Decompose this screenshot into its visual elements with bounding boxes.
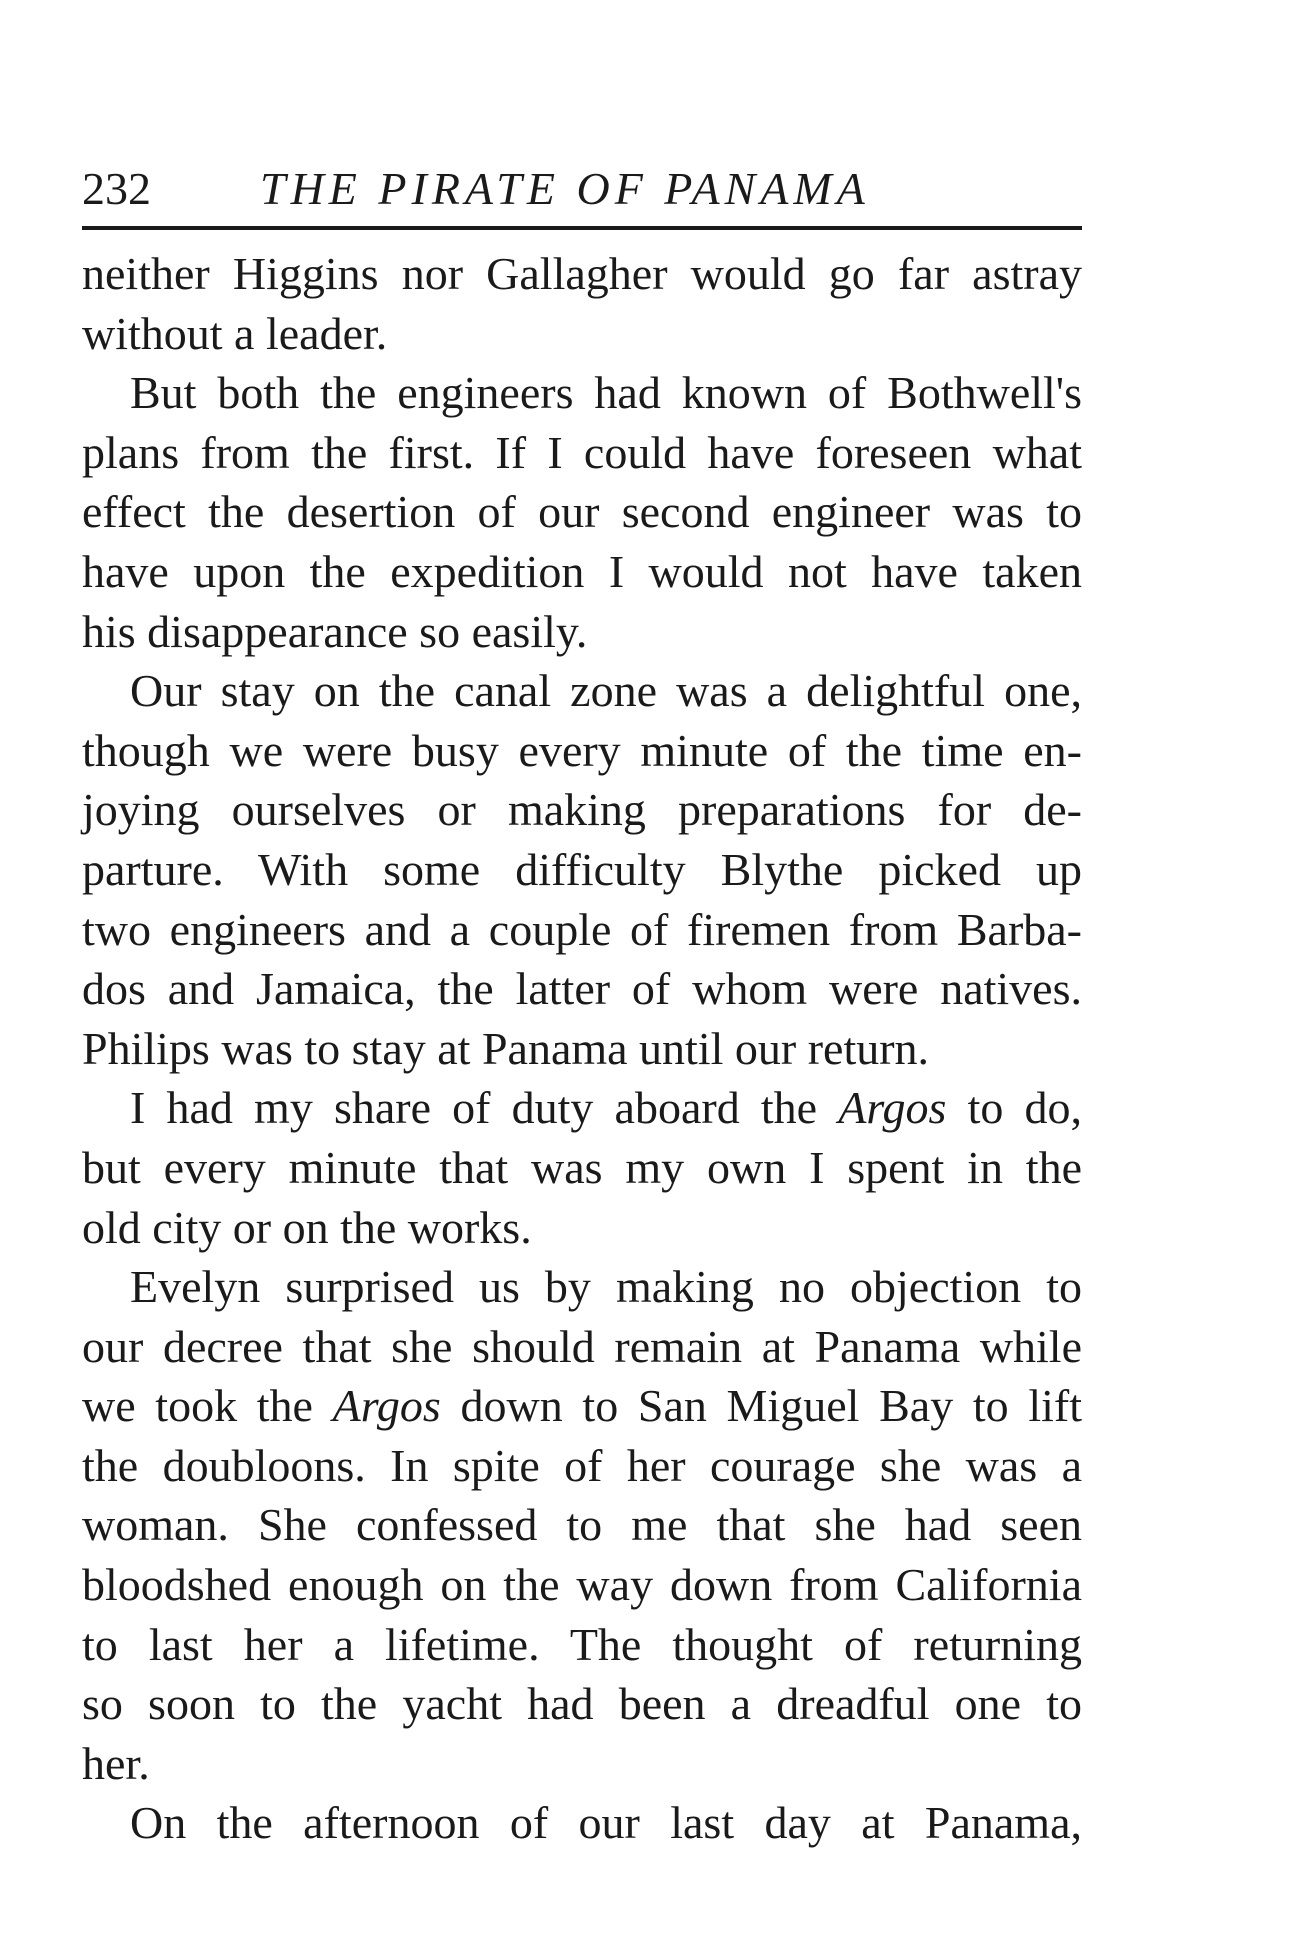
text-line: so soon to the yacht had been a dreadful one to: [82, 1678, 1082, 1730]
text-run: to do,: [946, 1082, 1082, 1134]
ship-name: Argos: [838, 1082, 947, 1134]
text-line: the doubloons. In spite of her courage she was a: [82, 1439, 1082, 1491]
page-number: 232: [82, 163, 151, 214]
text-line: two engineers and a couple of firemen from Barba-: [82, 903, 1082, 955]
paragraph-first-line: But both the engineers had known of Bothwell's: [130, 367, 1082, 419]
text-line: our decree that she should remain at Panama while: [82, 1320, 1082, 1372]
text-line: old city or on the works.: [82, 1201, 532, 1253]
text-line: plans from the first. If I could have foreseen what: [82, 426, 1082, 478]
running-title: THE PIRATE OF PANAMA: [260, 163, 870, 214]
text-line: [82, 1376, 1082, 1436]
text-line: her.: [82, 1737, 150, 1789]
text-line: effect the desertion of our second engineer was to: [82, 486, 1082, 538]
text-line: but every minute that was my own I spent in the: [82, 1141, 1082, 1193]
text-run: I had my share of duty aboard the: [130, 1082, 839, 1134]
text-line: neither Higgins nor Gallagher would go far astray: [82, 248, 1082, 299]
paragraph-first-line: On the afternoon of our last day at Panama,: [130, 1797, 1082, 1849]
text-line: without a leader.: [82, 307, 388, 359]
text-line: have upon the expedition I would not have taken: [82, 545, 1082, 597]
text-line: to last her a lifetime. The thought of returning: [82, 1618, 1082, 1670]
text-line: joying ourselves or making preparations for de-: [82, 784, 1082, 836]
text-line: woman. She confessed to me that she had seen: [82, 1499, 1082, 1551]
text-line: his disappearance so easily.: [82, 605, 588, 657]
paragraph-first-line: [82, 1078, 1082, 1138]
paragraph-first-line: Our stay on the canal zone was a delightful one,: [130, 665, 1082, 717]
header-rule: [82, 226, 1082, 230]
body-text: [82, 244, 1082, 1853]
text-line: though we were busy every minute of the time en-: [82, 724, 1082, 776]
text-line: dos and Jamaica, the latter of whom were natives.: [82, 963, 1082, 1015]
text-line: bloodshed enough on the way down from California: [82, 1559, 1082, 1611]
text-run: down to San Miguel Bay to lift: [440, 1380, 1082, 1432]
text-line: Philips was to stay at Panama until our return.: [82, 1022, 930, 1074]
paragraph-first-line: Evelyn surprised us by making no objection to: [130, 1261, 1082, 1313]
ship-name: Argos: [332, 1380, 441, 1432]
running-head: [82, 158, 1082, 220]
text-run: we took the: [82, 1380, 333, 1432]
text-line: parture. With some difficulty Blythe picked up: [82, 843, 1082, 895]
